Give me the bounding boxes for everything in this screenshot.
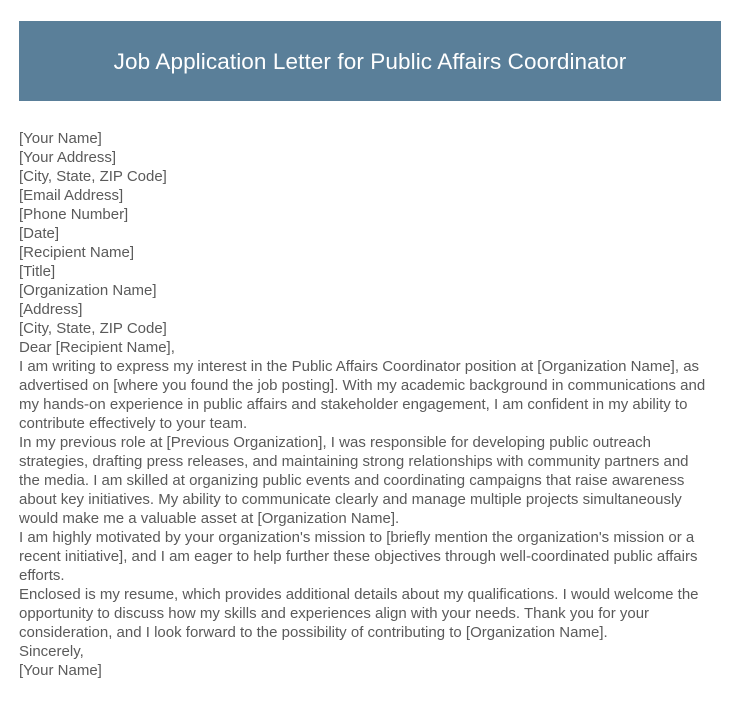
sender-name: [Your Name] [19,130,102,147]
letter-date: [Date] [19,225,60,242]
page-title: Job Application Letter for Public Affairs Coordinator [113,48,627,74]
recipient-city-state-zip: [City, State, ZIP Code] [19,320,167,337]
body-paragraph-4: Enclosed is my resume, which provides additional details about my qualifications. I would welcome the opportunity to discuss how my skills and experiences align with your needs. Thank you for your consideration, and I look forward to the possibility of contributing to [Organization Name]. [19,586,699,641]
sender-phone: [Phone Number] [19,206,129,223]
letter-body [19,129,713,680]
salutation: Dear [Recipient Name], [19,339,175,356]
recipient-title: [Title] [19,263,56,280]
recipient-name: [Recipient Name] [19,244,135,261]
sender-address: [Your Address] [19,149,117,166]
signature-name: [Your Name] [19,662,102,679]
sender-email: [Email Address] [19,187,124,204]
document-header-banner [19,21,721,101]
sender-city-state-zip: [City, State, ZIP Code] [19,168,167,185]
recipient-address: [Address] [19,301,83,318]
body-paragraph-3: I am highly motivated by your organization's mission to [briefly mention the organization's mission or a recent initiative], and I am eager to help further these objectives through well-coordinated public affairs efforts. [19,529,698,584]
body-paragraph-2: In my previous role at [Previous Organization], I was responsible for developing public outreach strategies, drafting press releases, and maintaining strong relationships with community partners and the media. I am skilled at organizing public events and coordinating campaigns that raise awareness about key initiatives. My ability to communicate clearly and manage multiple projects simultaneously would make me a valuable asset at [Organization Name]. [19,434,689,527]
recipient-organization: [Organization Name] [19,282,157,299]
closing-salutation: Sincerely, [19,643,84,660]
body-paragraph-1: I am writing to express my interest in the Public Affairs Coordinator position at [Organization Name], as advertised on [where you found the job posting]. With my academic background in communications and my hands-on experience in public affairs and stakeholder engagement, I am confident in my ability to contribute effectively to your team. [19,358,706,432]
